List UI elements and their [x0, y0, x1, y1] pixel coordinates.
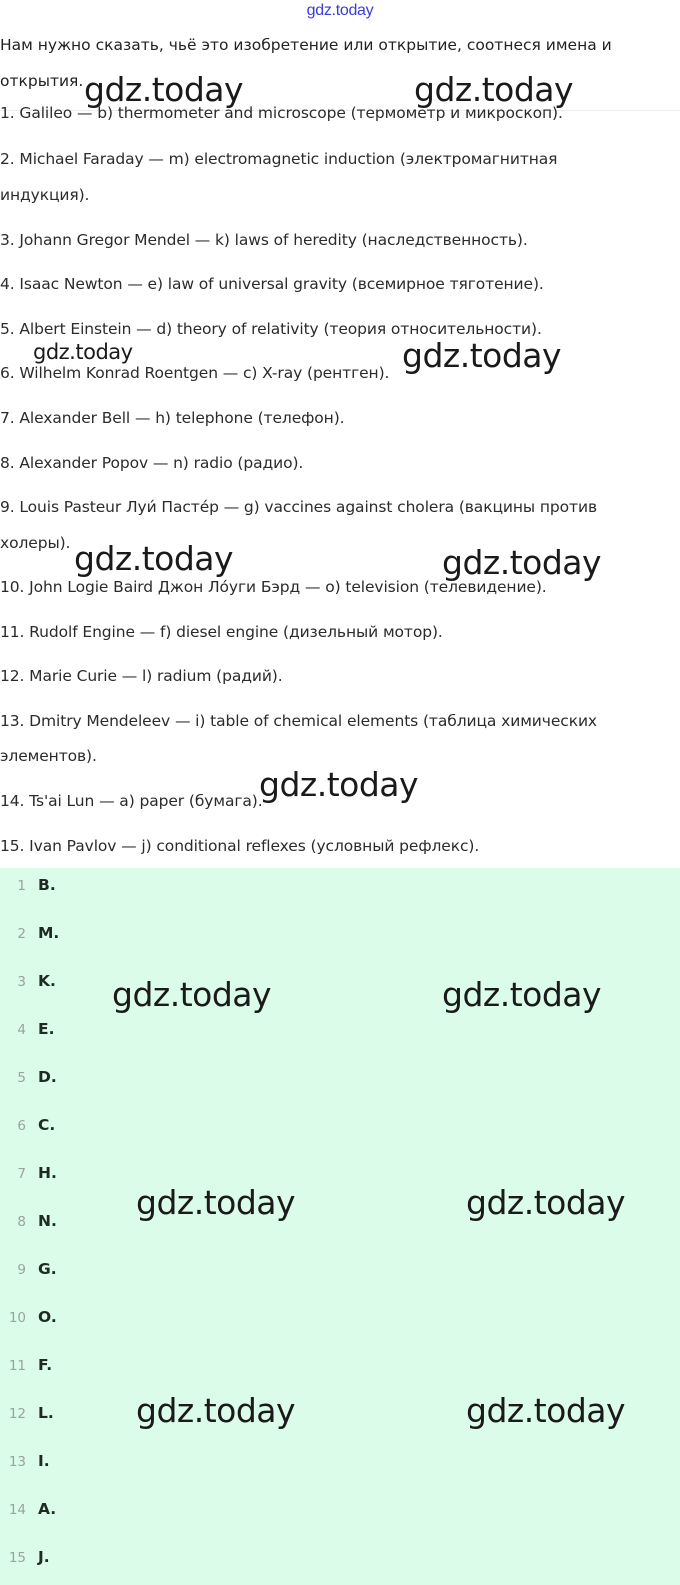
list-item: 14. Ts'ai Lun — a) paper (бумага).: [0, 792, 263, 810]
watermark: gdz.today: [112, 975, 272, 1014]
answer-value: F.: [38, 1356, 53, 1374]
list-item: холеры).: [0, 534, 71, 552]
answer-value: J.: [38, 1548, 50, 1566]
list-item: 15. Ivan Pavlov — j) conditional reflexes (условный рефлекс).: [0, 837, 480, 855]
line-number: 1: [17, 878, 26, 894]
line-number: 3: [17, 974, 26, 990]
line-number: 13: [8, 1454, 26, 1470]
answer-value: L.: [38, 1404, 54, 1422]
answer-value: B.: [38, 876, 56, 894]
list-item: 9. Louis Pasteur Луи́ Пасте́р — g) vaccines against cholera (вакцины против: [0, 498, 597, 516]
list-item: 13. Dmitry Mendeleev — i) table of chemical elements (таблица химических: [0, 712, 597, 730]
watermark: gdz.today: [74, 539, 234, 578]
line-number: 2: [17, 926, 26, 942]
answer-value: G.: [38, 1260, 57, 1278]
list-item: 3. Johann Gregor Mendel — k) laws of heredity (наследственность).: [0, 231, 528, 249]
line-number: 8: [17, 1214, 26, 1230]
watermark: gdz.today: [33, 340, 133, 364]
list-item: элементов).: [0, 747, 97, 765]
line-number: 11: [8, 1358, 26, 1374]
line-number: 6: [17, 1118, 26, 1134]
line-number: 5: [17, 1070, 26, 1086]
watermark: gdz.today: [259, 765, 419, 804]
list-item: 1. Galileo — b) thermometer and microscope (термометр и микроскоп).: [0, 104, 563, 122]
watermark: gdz.today: [414, 70, 574, 109]
line-number: 9: [17, 1262, 26, 1278]
list-item: 8. Alexander Popov — n) radio (радио).: [0, 454, 304, 472]
line-number: 4: [17, 1022, 26, 1038]
answer-code-block: [0, 868, 680, 1585]
watermark: gdz.today: [136, 1391, 296, 1430]
answer-value: A.: [38, 1500, 57, 1518]
answer-value: C.: [38, 1116, 56, 1134]
answer-value: D.: [38, 1068, 57, 1086]
watermark: gdz.today: [136, 1183, 296, 1222]
list-item: 4. Isaac Newton — e) law of universal gravity (всемирное тяготение).: [0, 275, 544, 293]
list-item: 2. Michael Faraday — m) electromagnetic induction (электромагнитная: [0, 150, 558, 168]
line-number: 7: [17, 1166, 26, 1182]
line-number: 15: [8, 1550, 26, 1566]
answer-value: E.: [38, 1020, 55, 1038]
list-item: 6. Wilhelm Konrad Roentgen — c) X-ray (рентген).: [0, 364, 390, 382]
list-item: 11. Rudolf Engine — f) diesel engine (дизельный мотор).: [0, 623, 443, 641]
line-number: 14: [8, 1502, 26, 1518]
answer-value: N.: [38, 1212, 57, 1230]
site-link[interactable]: gdz.today: [306, 2, 374, 19]
answer-value: K.: [38, 972, 56, 990]
watermark: gdz.today: [466, 1183, 626, 1222]
list-item: 12. Marie Curie — l) radium (радий).: [0, 667, 283, 685]
line-number: 10: [8, 1310, 26, 1326]
answer-value: O.: [38, 1308, 57, 1326]
list-item: 5. Albert Einstein — d) theory of relativity (теория относительности).: [0, 320, 542, 338]
intro-line-2: открытия.: [0, 72, 84, 90]
list-item: индукция).: [0, 186, 90, 204]
watermark: gdz.today: [442, 975, 602, 1014]
answer-value: I.: [38, 1452, 50, 1470]
watermark: gdz.today: [84, 70, 244, 109]
answer-value: M.: [38, 924, 60, 942]
intro-line-1: Нам нужно сказать, чьё это изобретение или открытие, соотнеся имена и: [0, 36, 612, 54]
list-item: 10. John Logie Baird Джон Ло́уги Бэрд — o) television (телевидение).: [0, 578, 547, 596]
watermark: gdz.today: [466, 1391, 626, 1430]
list-item: 7. Alexander Bell — h) telephone (телефон).: [0, 409, 345, 427]
line-number: 12: [8, 1406, 26, 1422]
watermark: gdz.today: [442, 543, 602, 582]
answer-value: H.: [38, 1164, 57, 1182]
watermark: gdz.today: [402, 336, 562, 375]
